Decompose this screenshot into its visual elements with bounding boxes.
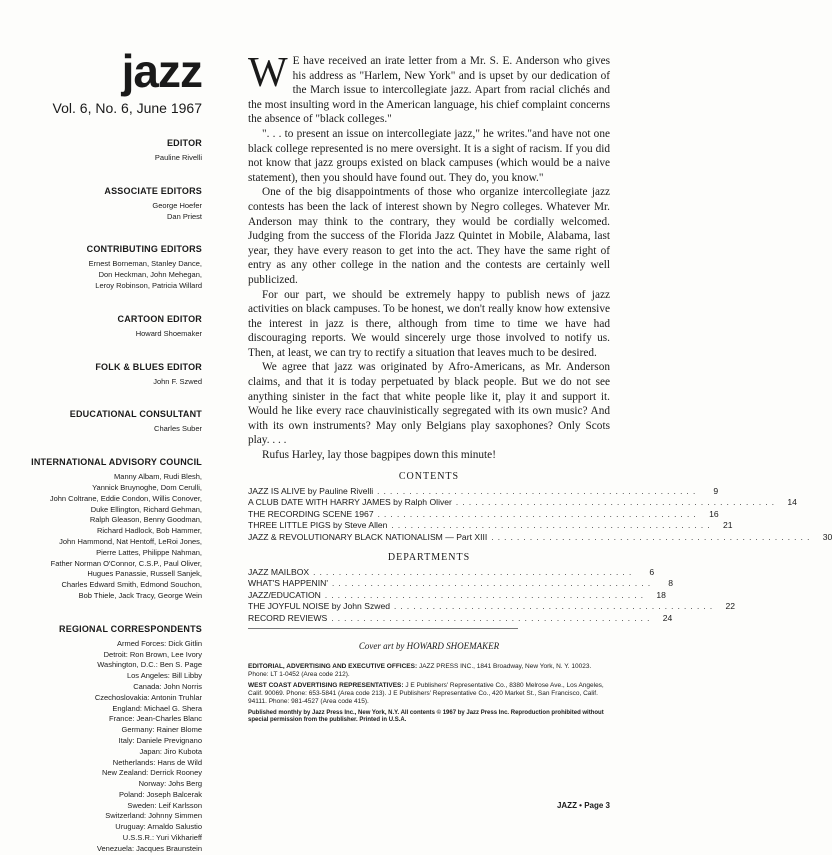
section-line: Armed Forces: Dick Gitlin xyxy=(116,638,202,648)
publication-notice: Published monthly by Jazz Press Inc., New York, N.Y. All contents © 1967 by Jazz Press Inc. Reproduction prohibited without special permission from the publisher. Printed in U.S.A. xyxy=(248,709,604,724)
west-coast-label: WEST COAST ADVERTISING REPRESENTATIVES: xyxy=(248,681,404,689)
departments-list xyxy=(248,566,736,625)
section-line: Bob Thiele, Jack Tracy, George Wein xyxy=(78,590,202,600)
leader-dots xyxy=(456,497,775,509)
item-title: JAZZ/EDUCATION xyxy=(248,589,321,600)
section-line: Venezuela: Jacques Braunstein xyxy=(96,843,202,853)
item-title: JAZZ & REVOLUTIONARY BLACK NATIONALISM — Part XIII xyxy=(248,532,488,542)
editorial-text xyxy=(248,50,610,463)
section-title: REGIONAL CORRESPONDENTS xyxy=(59,623,202,634)
item-title: RECORD REVIEWS xyxy=(248,612,328,623)
section-line: France: Jean-Charles Blanc xyxy=(109,714,202,724)
editorial-column xyxy=(248,50,832,728)
section-line: Hugues Panassie, Russell Sanjek, xyxy=(87,569,202,579)
contents-item[interactable] xyxy=(248,508,719,521)
department-item[interactable] xyxy=(248,578,674,590)
section-line: Leroy Robinson, Patricia Willard xyxy=(95,280,202,290)
contents-heading: CONTENTS xyxy=(398,470,460,482)
editorial-paragraph xyxy=(248,50,610,127)
section-line: Germany: Rainer Blome xyxy=(121,725,202,735)
offices-text: JAZZ PRESS INC., 1841 Broadway, New York, N. Y. 10023. Phone: LT 1-0452 (Area code 212). xyxy=(248,662,592,678)
leader-dots xyxy=(394,601,713,613)
department-item[interactable] xyxy=(248,612,673,625)
offices-line xyxy=(248,663,610,679)
departments-heading: DEPARTMENTS xyxy=(387,551,471,563)
masthead-section-associate-editors xyxy=(30,186,202,223)
section-line: Richard Hadlock, Bob Hammer, xyxy=(96,526,202,536)
contents-item[interactable] xyxy=(248,497,797,509)
masthead-section-cartoon-editor xyxy=(30,314,202,340)
item-page: 6 xyxy=(649,566,655,577)
issue-line: Vol. 6, No. 6, June 1967 xyxy=(52,100,202,116)
item-title: JAZZ IS ALIVE by Pauline Rivelli xyxy=(248,485,374,496)
offices-label: EDITORIAL, ADVERTISING AND EXECUTIVE OFFICES: xyxy=(248,662,418,670)
item-page: 30 xyxy=(822,532,832,542)
section-line: Los Angeles: Bill Libby xyxy=(126,671,202,681)
west-coast-line xyxy=(248,682,610,707)
masthead-section-advisory-council xyxy=(30,457,202,602)
masthead-section-regional-correspondents xyxy=(30,624,202,855)
section-title: CONTRIBUTING EDITORS xyxy=(86,244,202,255)
leader-dots xyxy=(332,578,651,590)
section-title: EDUCATIONAL CONSULTANT xyxy=(69,409,202,420)
contents-item[interactable] xyxy=(248,532,832,544)
department-item[interactable] xyxy=(248,566,655,579)
section-line: Pauline Rivelli xyxy=(154,153,202,162)
item-page: 16 xyxy=(709,508,719,519)
section-line: Pierre Lattes, Philippe Nahman, xyxy=(96,547,202,557)
page-number: JAZZ • Page 3 xyxy=(556,801,610,810)
section-line: John Coltrane, Eddie Condon, Willis Conover, xyxy=(49,493,202,503)
item-title: JAZZ MAILBOX xyxy=(248,566,310,577)
section-line: Czechoslovakia: Antonin Truhlar xyxy=(94,692,202,702)
section-line: Switzerland: Johnny Simmen xyxy=(105,811,202,821)
contents-item[interactable] xyxy=(248,485,719,498)
editorial-paragraph: Rufus Harley, lay those bagpipes down this minute! xyxy=(262,449,496,462)
section-line: Duke Ellington, Richard Gehman, xyxy=(90,504,202,514)
west-coast-text: J E Publishers' Representative Co., 8380 Melrose Ave., Los Angeles, Calif. 90069. Phone: 653-5841 (Area code 213). J E Publishers' Representative Co., 420 Market St., San Francisco, Calif. 94111. Phone: 981-4527 (Area code 415). xyxy=(248,681,604,706)
section-line: Yannick Bruynoghe, Dom Cerulli, xyxy=(92,482,202,492)
section-line: Dan Priest xyxy=(166,211,202,221)
leader-dots xyxy=(325,590,644,602)
publisher-info xyxy=(248,663,610,725)
item-title: WHAT'S HAPPENIN' xyxy=(248,578,328,589)
divider xyxy=(248,628,518,629)
drop-cap: W xyxy=(248,50,288,96)
section-title: EDITOR xyxy=(166,138,202,148)
contents-list xyxy=(248,485,832,544)
masthead-section-educational-consultant xyxy=(30,409,202,435)
masthead-section-contributing-editors xyxy=(30,244,202,291)
section-line: Uruguay: Arnaldo Salustio xyxy=(115,822,202,832)
item-page: 21 xyxy=(722,520,733,531)
department-item[interactable] xyxy=(248,589,666,602)
section-line: Japan: Jiro Kubota xyxy=(139,746,202,756)
section-title: FOLK & BLUES EDITOR xyxy=(95,361,202,372)
item-page: 9 xyxy=(713,485,719,496)
section-line: Howard Shoemaker xyxy=(135,328,202,338)
department-item[interactable] xyxy=(248,601,736,613)
editorial-paragraph: We agree that jazz was originated by Afro-Americans, as Mr. Anderson claims, and that it is today perpetuated by black people. But we do not see anything sinister in the fact that white people like it, play it and support it. Would he like every race chauvinistically segregated with its own music? And with its own instruments? May only Belgians play saxophones? Only Scots play. . . . xyxy=(248,361,610,447)
section-line: John Hammond, Nat Hentoff, LeRoi Jones, xyxy=(59,536,202,546)
section-line: Canada: John Norris xyxy=(133,681,202,691)
leader-dots xyxy=(331,613,650,625)
contents-item[interactable] xyxy=(248,520,733,532)
item-page: 22 xyxy=(725,601,736,612)
section-title: ASSOCIATE EDITORS xyxy=(104,185,202,196)
cover-art-credit: Cover art by HOWARD SHOEMAKER xyxy=(358,640,500,651)
paragraph-text: E have received an irate letter from a Mr. S. E. Anderson who gives his address as "Harlem, New York" and is upset by our dedication of the March issue to intercollegiate jazz. Apart from racial clichés and the most insulting word in the American language, his chief complaint concerns the absence of "black colleges." xyxy=(248,55,610,126)
editorial-paragraph: One of the big disappointments of those who organize intercollegiate jazz contests has been the lack of interest shown by Negro colleges. Whatever Mr. Anderson may think to the contrary, they would be cordially welcomed. Judging from the success of the Florida Jazz Quintet in Mobile, Alabama, last year, they have every reason to get into the act. They have the same right of entry as any other college in the nation and the contests are certainly well publicized. xyxy=(248,186,610,286)
section-line: Washington, D.C.: Ben S. Page xyxy=(97,660,202,670)
section-line: John F. Szwed xyxy=(153,376,202,386)
item-page: 18 xyxy=(656,589,666,600)
section-line: Charles Suber xyxy=(154,424,202,434)
leader-dots xyxy=(491,532,810,544)
section-line: Detroit: Ron Brown, Lee Ivory xyxy=(103,649,202,659)
section-line: Ralph Gleason, Benny Goodman, xyxy=(89,515,202,525)
editorial-paragraph: For our part, we should be extremely happy to publish news of jazz activities on black campuses. To be honest, we don't really know how extensive the interest in jazz is there, although from time to time we have had discouraging reports. We would sincerely urge those involved to notify us. Then, at least, we can try to rectify a situation that leaves much to be desired. xyxy=(248,288,610,359)
masthead xyxy=(30,40,202,855)
section-line: Norway: Johs Berg xyxy=(138,779,202,789)
section-line: Father Norman O'Connor, C.S.P., Paul Oliver, xyxy=(50,558,202,568)
item-title: THE JOYFUL NOISE by John Szwed xyxy=(248,601,391,612)
item-title: A CLUB DATE WITH HARRY JAMES by Ralph Oliver xyxy=(248,497,452,508)
section-line: George Hoefer xyxy=(152,200,202,210)
section-line: U.S.S.R.: Yuri Vikharieff xyxy=(122,833,202,843)
item-page: 14 xyxy=(787,497,797,508)
item-page: 24 xyxy=(662,612,673,623)
masthead-section-folk-blues-editor xyxy=(30,362,202,388)
section-line: New Zealand: Derrick Rooney xyxy=(101,768,202,778)
section-line: Ernest Borneman, Stanley Dance, xyxy=(88,259,202,269)
leader-dots xyxy=(313,567,632,579)
section-line: Don Heckman, John Mehegan, xyxy=(98,270,202,280)
section-line: Manny Albam, Rudi Blesh, xyxy=(114,472,202,482)
section-line: England: Michael G. Shera xyxy=(112,703,202,713)
item-title: THREE LITTLE PIGS by Steve Allen xyxy=(248,520,388,531)
masthead-section-editor xyxy=(30,138,202,164)
section-title: CARTOON EDITOR xyxy=(117,313,202,324)
section-line: Charles Edward Smith, Edmond Souchon, xyxy=(61,580,202,590)
item-page: 8 xyxy=(668,578,674,589)
item-title: THE RECORDING SCENE 1967 xyxy=(248,508,374,519)
section-line: Italy: Daniele Prevignano xyxy=(118,735,202,745)
leader-dots xyxy=(378,509,697,521)
section-title: INTERNATIONAL ADVISORY COUNCIL xyxy=(31,457,202,468)
leader-dots xyxy=(377,486,696,498)
section-line: Sweden: Leif Karlsson xyxy=(127,800,202,810)
leader-dots xyxy=(391,520,710,532)
editorial-paragraph: ". . . to present an issue on intercollegiate jazz," he writes."and have not one black college represented is no mere oversight. It is a sight of racism. If you did not know that jazz groups existed on black campuses (which would be a naive statement), then you should have found out. They do, you know." xyxy=(248,127,610,184)
magazine-logo: jazz xyxy=(121,45,202,97)
section-line: Poland: Joseph Balcerak xyxy=(119,789,202,799)
section-line: Netherlands: Hans de Wild xyxy=(112,757,202,767)
